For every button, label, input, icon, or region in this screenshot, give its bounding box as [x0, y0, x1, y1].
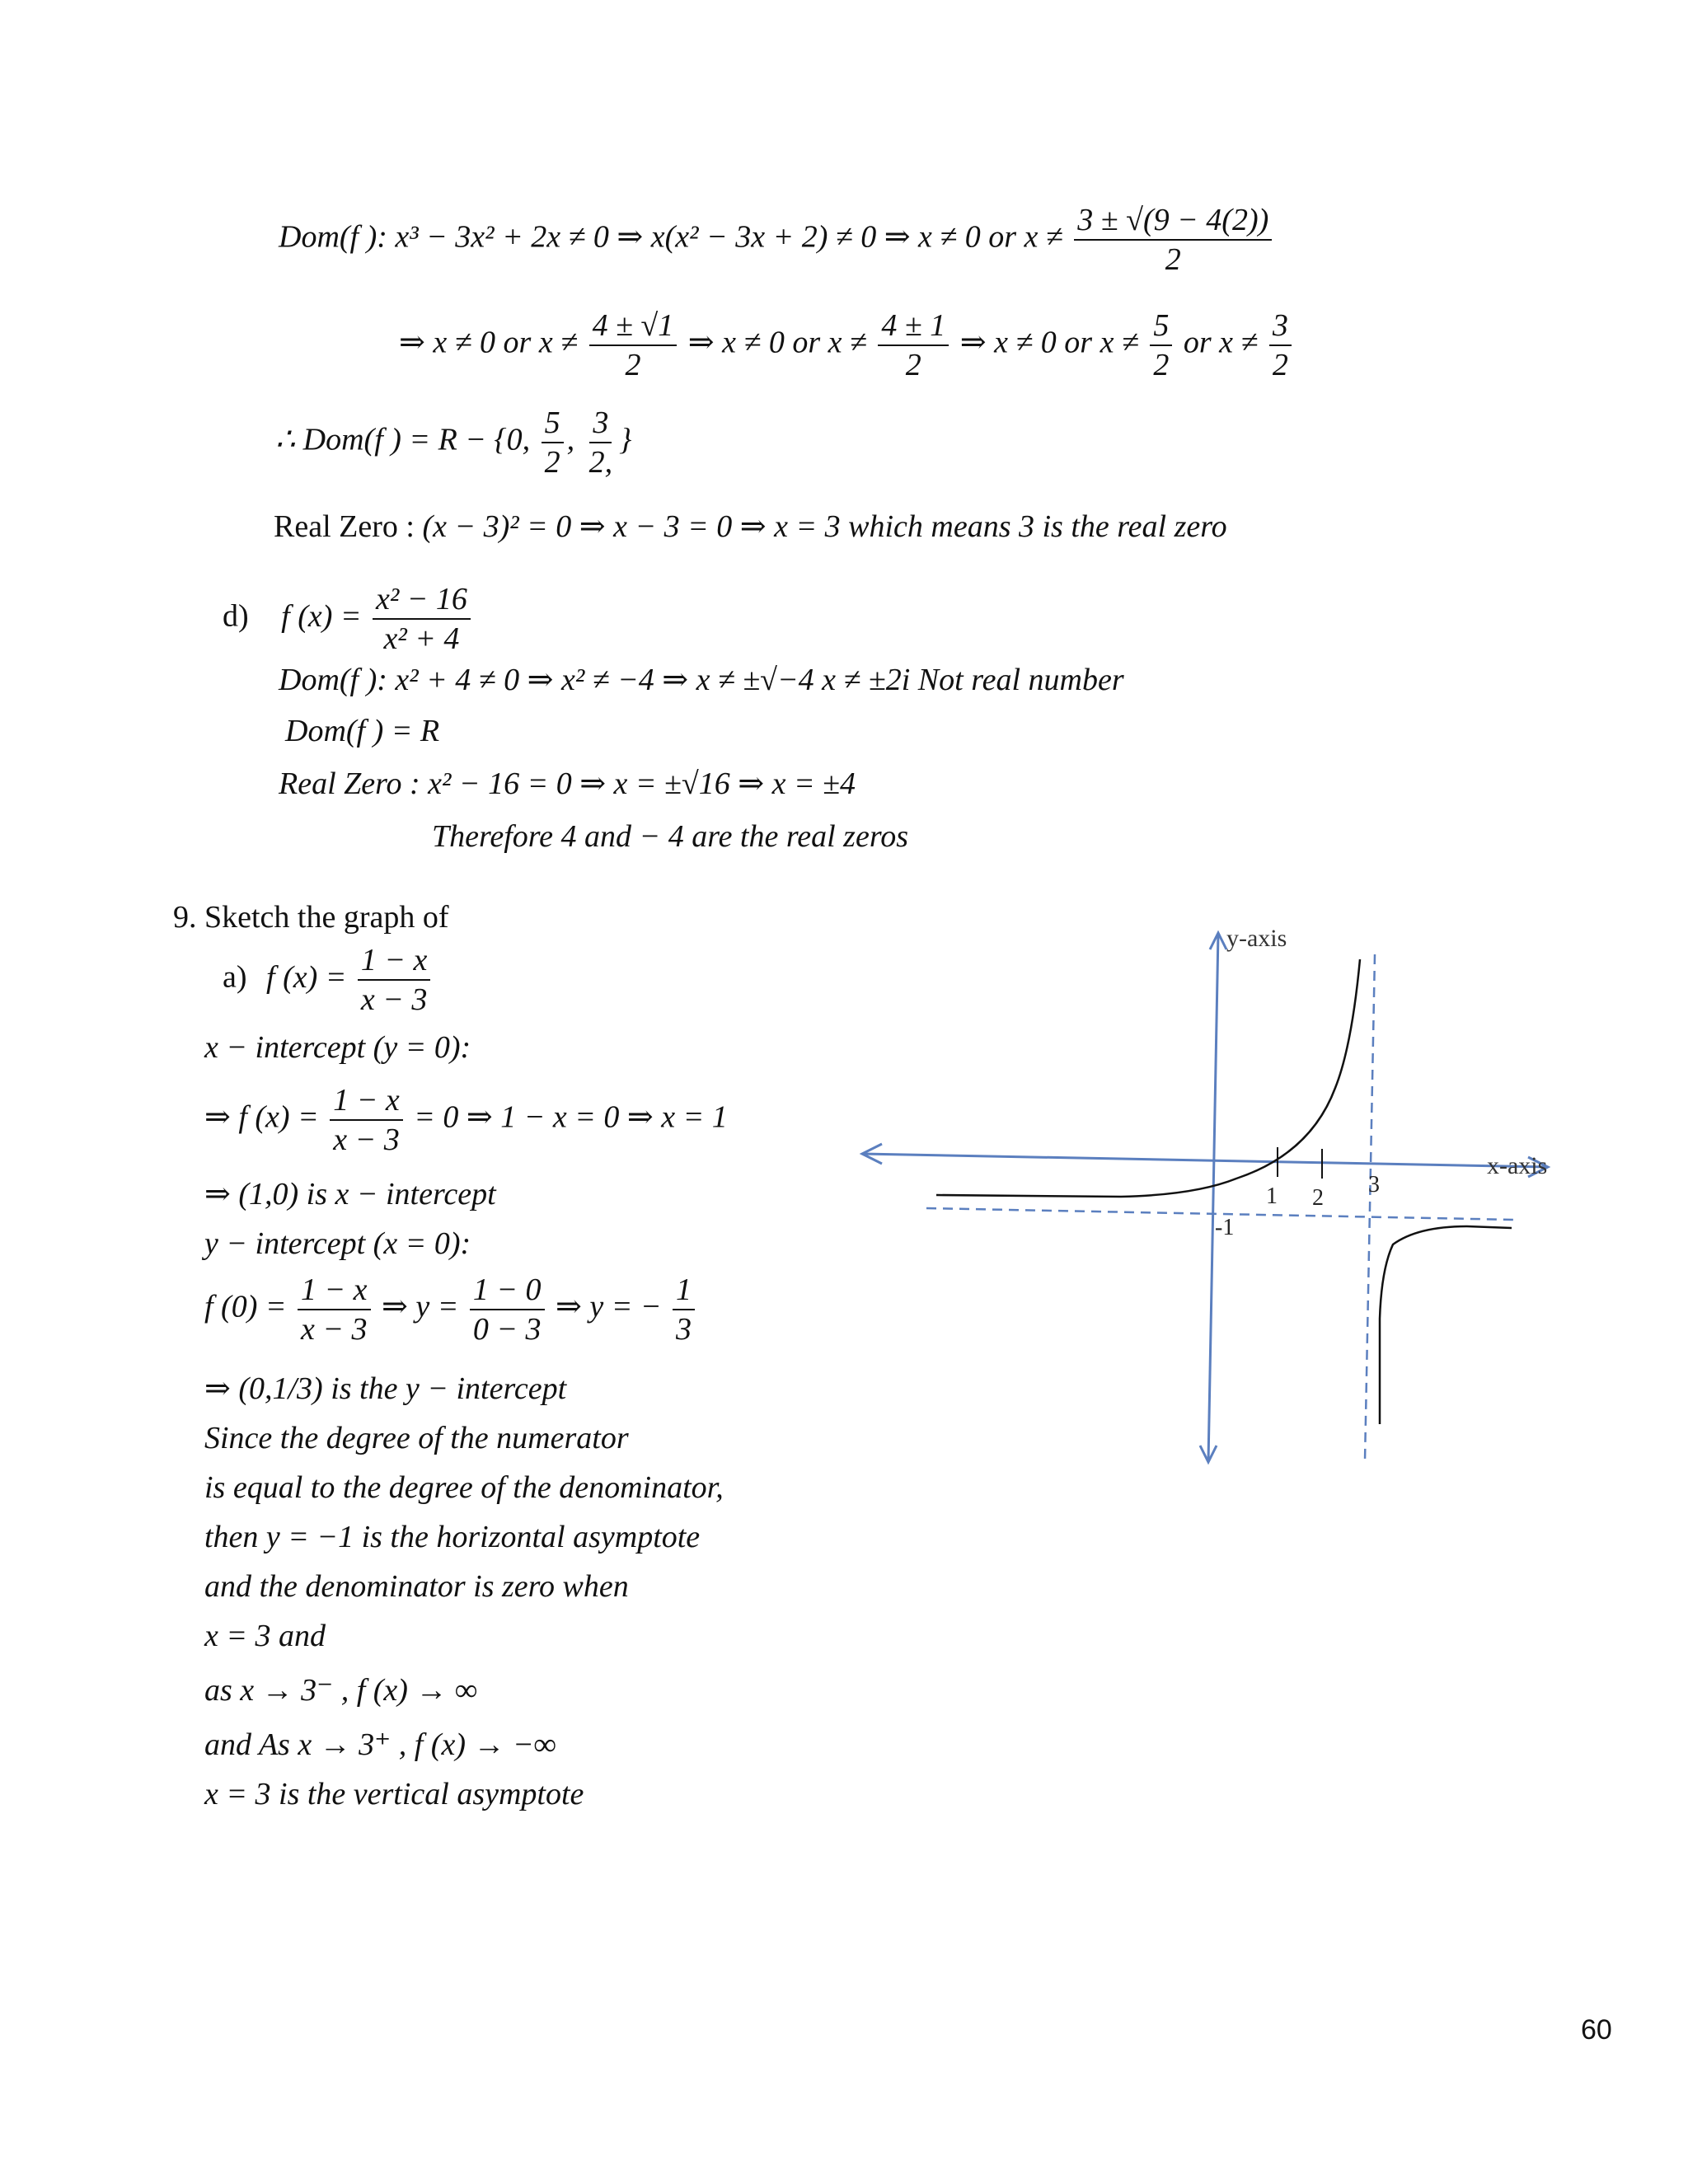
- part-a-line: a) f (x) = $\frac{1 - x}{x - 3}$: [223, 944, 434, 1015]
- part-d-real-zero: Real Zero : x² − 16 = 0 ⇒ x = ±√16 ⇒ x = ±4: [279, 766, 856, 801]
- explanation-line-2: is equal to the degree of the denominator,: [204, 1470, 724, 1505]
- explanation-line-8: x = 3 is the vertical asymptote: [204, 1777, 584, 1811]
- x-intercept-heading: x − intercept (y = 0):: [204, 1030, 471, 1065]
- vertical-asymptote: [1365, 954, 1375, 1460]
- x-axis-line: [862, 1154, 1548, 1167]
- part-d-label: d): [223, 598, 249, 634]
- explanation-line-5: x = 3 and: [204, 1619, 326, 1653]
- curve-right-branch: [1380, 1226, 1512, 1424]
- part-d-conclusion: Therefore 4 and − 4 are the real zeros: [432, 819, 908, 854]
- explanation-line-4: and the denominator is zero when: [204, 1569, 629, 1604]
- y-intercept-result: ⇒ (0,1/3) is the y − intercept: [204, 1371, 567, 1406]
- fraction: $\frac{4 \pm √1}{2}$: [589, 310, 678, 381]
- fraction: $\frac{3 \pm √(9 - 4(2))}{2}$: [1074, 204, 1272, 275]
- domain-line-2: ⇒ x ≠ 0 or x ≠ $\frac{4 \pm √1}{2}$ ⇒ x ≠ 0 or x ≠ $\frac{4 \pm 1}{2}$ ⇒ x ≠ 0 or x ≠ $\frac{5}{2}$ or x ≠ $\frac{3}{2}$: [399, 310, 1295, 381]
- fraction: $\frac{4 \pm 1}{2}$: [878, 310, 949, 381]
- fraction: $\frac{3}{2}$: [1269, 310, 1292, 381]
- y-axis-line: [1208, 933, 1218, 1462]
- part-d-line: d) f (x) = $\frac{\text{x² − 16}}{\text{x² + 4}}$: [223, 583, 474, 654]
- tick-label-neg1: -1: [1215, 1215, 1235, 1240]
- tick-label-3: 3: [1368, 1172, 1380, 1197]
- real-zero-math: (x − 3)² = 0 ⇒ x − 3 = 0 ⇒ x = 3 which means 3 is the real zero: [422, 509, 1227, 544]
- x-axis-label: x-axis: [1487, 1152, 1548, 1179]
- part-d-domain: Dom(f ): x² + 4 ≠ 0 ⇒ x² ≠ −4 ⇒ x ≠ ±√−4 x ≠ ±2i Not real number: [279, 663, 1124, 697]
- x-intercept-result: ⇒ (1,0) is x − intercept: [204, 1177, 496, 1212]
- fraction: $\frac{3}{2,}$: [588, 405, 613, 480]
- y-axis-label: y-axis: [1226, 925, 1287, 952]
- x-intercept-calc: ⇒ f (x) = $\frac{1 - x}{x - 3}$ = 0 ⇒ 1 − x = 0 ⇒ x = 1: [204, 1083, 728, 1157]
- fraction: $\frac{\text{x² − 16}}{\text{x² + 4}}$: [373, 583, 471, 654]
- fraction: $\frac{5}{2}$: [542, 407, 564, 478]
- domain-line-1-text: Dom(f ): x³ − 3x² + 2x ≠ 0 ⇒ x(x² − 3x + 2) ≠ 0 ⇒ x ≠ 0 or x ≠: [279, 219, 1071, 255]
- part-d-domain-result: Dom(f ) = R: [285, 714, 440, 748]
- y-intercept-heading: y − intercept (x = 0):: [204, 1226, 471, 1261]
- real-zero-label: Real Zero :: [274, 509, 423, 544]
- fraction: $\frac{1 - x}{x - 3}$: [330, 1085, 403, 1155]
- tick-label-1: 1: [1266, 1183, 1278, 1209]
- question-9-heading: 9. Sketch the graph of: [173, 900, 449, 935]
- tick-label-2: 2: [1312, 1185, 1324, 1211]
- explanation-line-3: then y = −1 is the horizontal asymptote: [204, 1520, 701, 1554]
- part-a-label: a): [223, 959, 247, 995]
- y-intercept-calc: f (0) = $\frac{1 - x}{x - 3}$ ⇒ y = $\frac{1 - 0}{0 - 3}$ ⇒ y = − $\frac{1}{3}$: [204, 1274, 698, 1345]
- explanation-line-1: Since the degree of the numerator: [204, 1421, 629, 1455]
- fraction: $\frac{1 - x}{x - 3}$: [358, 944, 431, 1015]
- fraction: $\frac{1}{3}$: [673, 1274, 695, 1345]
- fraction: $\frac{5}{2}$: [1150, 310, 1172, 381]
- fraction: $\frac{1 - x}{x - 3}$: [298, 1274, 371, 1345]
- explanation-line-7: and As x → 3⁺ , f (x) → −∞: [204, 1727, 556, 1762]
- explanation-line-6: as x → 3⁻ , f (x) → ∞: [204, 1673, 478, 1708]
- page-number: 60: [1581, 2014, 1612, 2046]
- fraction: $\frac{1 - 0}{0 - 3}$: [470, 1274, 545, 1345]
- domain-result: ∴ Dom(f ) = R − {0, $\frac{5}{2}$ , $\frac{3}{2,}$ }: [275, 405, 632, 480]
